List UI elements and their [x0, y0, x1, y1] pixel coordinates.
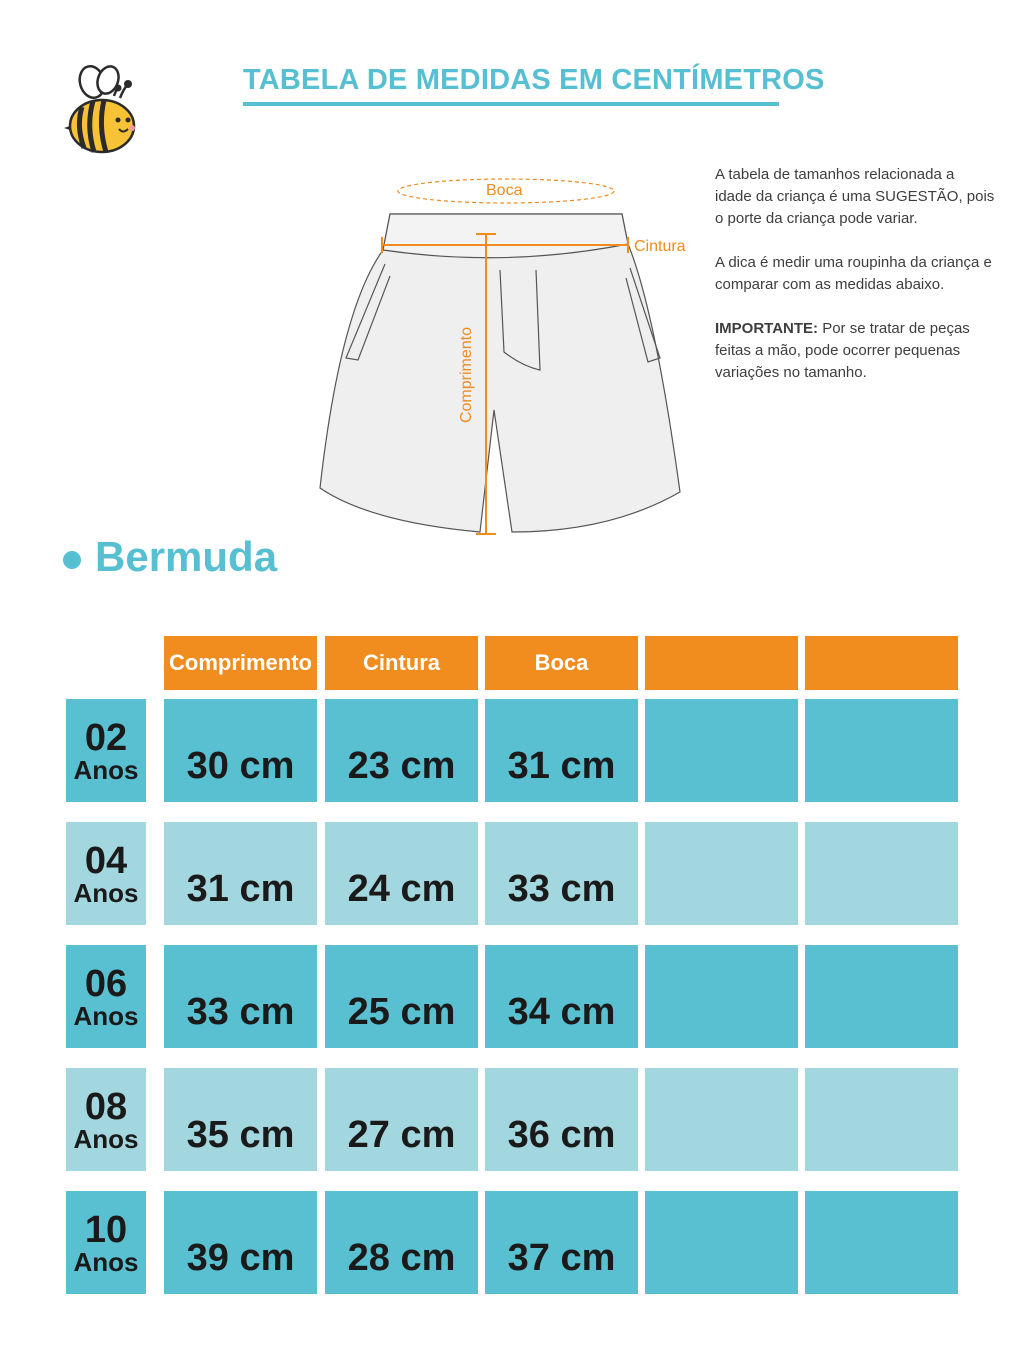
table-cell [645, 822, 798, 925]
table-cell: 31 cm [164, 822, 317, 925]
age-number: 08 [84, 1085, 128, 1128]
comprimento-label: Comprimento [458, 326, 475, 424]
table-cell: 34 cm [485, 945, 638, 1048]
age-number: 04 [84, 839, 128, 882]
table-cell [805, 1191, 958, 1294]
table-cell [805, 699, 958, 802]
age-cell-06 [66, 945, 146, 1048]
table-cell: 24 cm [325, 822, 478, 925]
table-cell: 27 cm [325, 1068, 478, 1171]
cintura-label: Cintura [634, 238, 686, 255]
table-cell: 23 cm [325, 699, 478, 802]
age-unit: Anos [73, 754, 139, 785]
table-cell: 33 cm [164, 945, 317, 1048]
table-cell: 36 cm [485, 1068, 638, 1171]
age-unit: Anos [73, 1123, 139, 1154]
table-cell [645, 1068, 798, 1171]
important-text: Por se tratar de peças feitas a mão, pode ocorrer pequenas variações no tamanho. [715, 320, 970, 381]
title-underline [243, 102, 779, 106]
age-number: 06 [84, 962, 128, 1005]
table-cell [645, 945, 798, 1048]
table-cell: 30 cm [164, 699, 317, 802]
table-cell: 39 cm [164, 1191, 317, 1294]
table-cell: 25 cm [325, 945, 478, 1048]
table-cell: 35 cm [164, 1068, 317, 1171]
table-cell [645, 699, 798, 802]
age-cell-08 [66, 1068, 146, 1171]
age-number: 10 [84, 1208, 128, 1251]
table-cell: 28 cm [325, 1191, 478, 1294]
age-cell-04 [66, 822, 146, 925]
header-empty-4 [645, 636, 798, 690]
header-boca: Boca [485, 636, 638, 690]
table-cell [645, 1191, 798, 1294]
bee-logo-icon [62, 62, 140, 158]
header-comprimento: Comprimento [164, 636, 317, 690]
boca-label: Boca [486, 182, 523, 199]
table-cell [805, 1068, 958, 1171]
age-cell-10 [66, 1191, 146, 1294]
table-cell: 31 cm [485, 699, 638, 802]
info-text [715, 164, 995, 406]
age-unit: Anos [73, 877, 139, 908]
info-paragraph-3 [715, 318, 995, 384]
header-empty-5 [805, 636, 958, 690]
info-paragraph-2: A dica é medir uma roupinha da criança e comparar com as medidas abaixo. [715, 254, 992, 293]
age-unit: Anos [73, 1000, 139, 1031]
table-cell [805, 945, 958, 1048]
bullet-icon [63, 551, 81, 569]
header-cintura: Cintura [325, 636, 478, 690]
shorts-diagram [310, 170, 700, 550]
age-number: 02 [84, 716, 128, 759]
table-cell: 37 cm [485, 1191, 638, 1294]
section-title: Bermuda [95, 533, 278, 580]
age-cell-02 [66, 699, 146, 802]
info-paragraph-1: A tabela de tamanhos relacionada a idade da criança é uma SUGESTÃO, pois o porte da criança pode variar. [715, 166, 995, 227]
table-cell [805, 822, 958, 925]
important-label: IMPORTANTE: [715, 320, 819, 337]
page-title: TABELA DE MEDIDAS EM CENTÍMETROS [243, 64, 825, 96]
age-unit: Anos [73, 1246, 139, 1277]
table-cell: 33 cm [485, 822, 638, 925]
